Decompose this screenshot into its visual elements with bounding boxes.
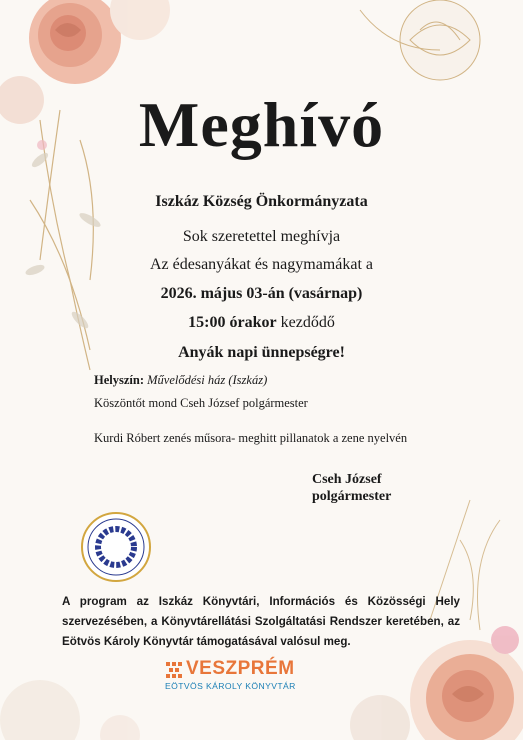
- invite-line-2: Az édesanyákat és nagymamákat a: [149, 256, 373, 273]
- event-time: [0, 314, 523, 332]
- organizer: Iszkáz Község Önkormányzata: [155, 193, 368, 210]
- signature-name: Cseh József: [312, 472, 382, 487]
- event-time-rest: kezdődő: [276, 314, 335, 331]
- petals-bottom-left: [0, 680, 140, 740]
- program: Kurdi Róbert zenés műsora- meghitt pillanatok a zene nyelvén: [94, 431, 408, 445]
- seal-logo: [82, 513, 150, 581]
- venue-value: Művelődési ház (Iszkáz): [144, 373, 268, 387]
- greeting: Köszöntőt mond Cseh József polgármester: [94, 396, 308, 410]
- library-logo-subtext: EÖTVÖS KÁROLY KÖNYVTÁR: [165, 681, 296, 691]
- venue-label: Helyszín:: [94, 373, 144, 387]
- footer-text: A program az Iszkáz Könyvtári, Információs és Közösségi Hely szervezésében, a Könyvtárellátási Szolgáltatási Rendszer keretében, az Eötvös Károly Könyvtár támogatásával valósul meg.: [62, 595, 460, 648]
- event-date: 2026. május 03-án (vasárnap): [160, 285, 363, 302]
- venue: [94, 373, 267, 388]
- event-name: Anyák napi ünnepségre!: [178, 344, 345, 361]
- rose-top-right: [360, 0, 480, 80]
- signature-title: polgármester: [312, 489, 392, 504]
- veszprem-logo-mark: [166, 662, 182, 678]
- veszprem-logo-text: VESZPRÉM: [186, 658, 295, 679]
- invite-line-1: Sok szeretettel meghívja: [182, 228, 341, 245]
- invitation-title: Meghívó: [138, 89, 385, 160]
- event-time-bold: 15:00 órakor: [188, 314, 277, 331]
